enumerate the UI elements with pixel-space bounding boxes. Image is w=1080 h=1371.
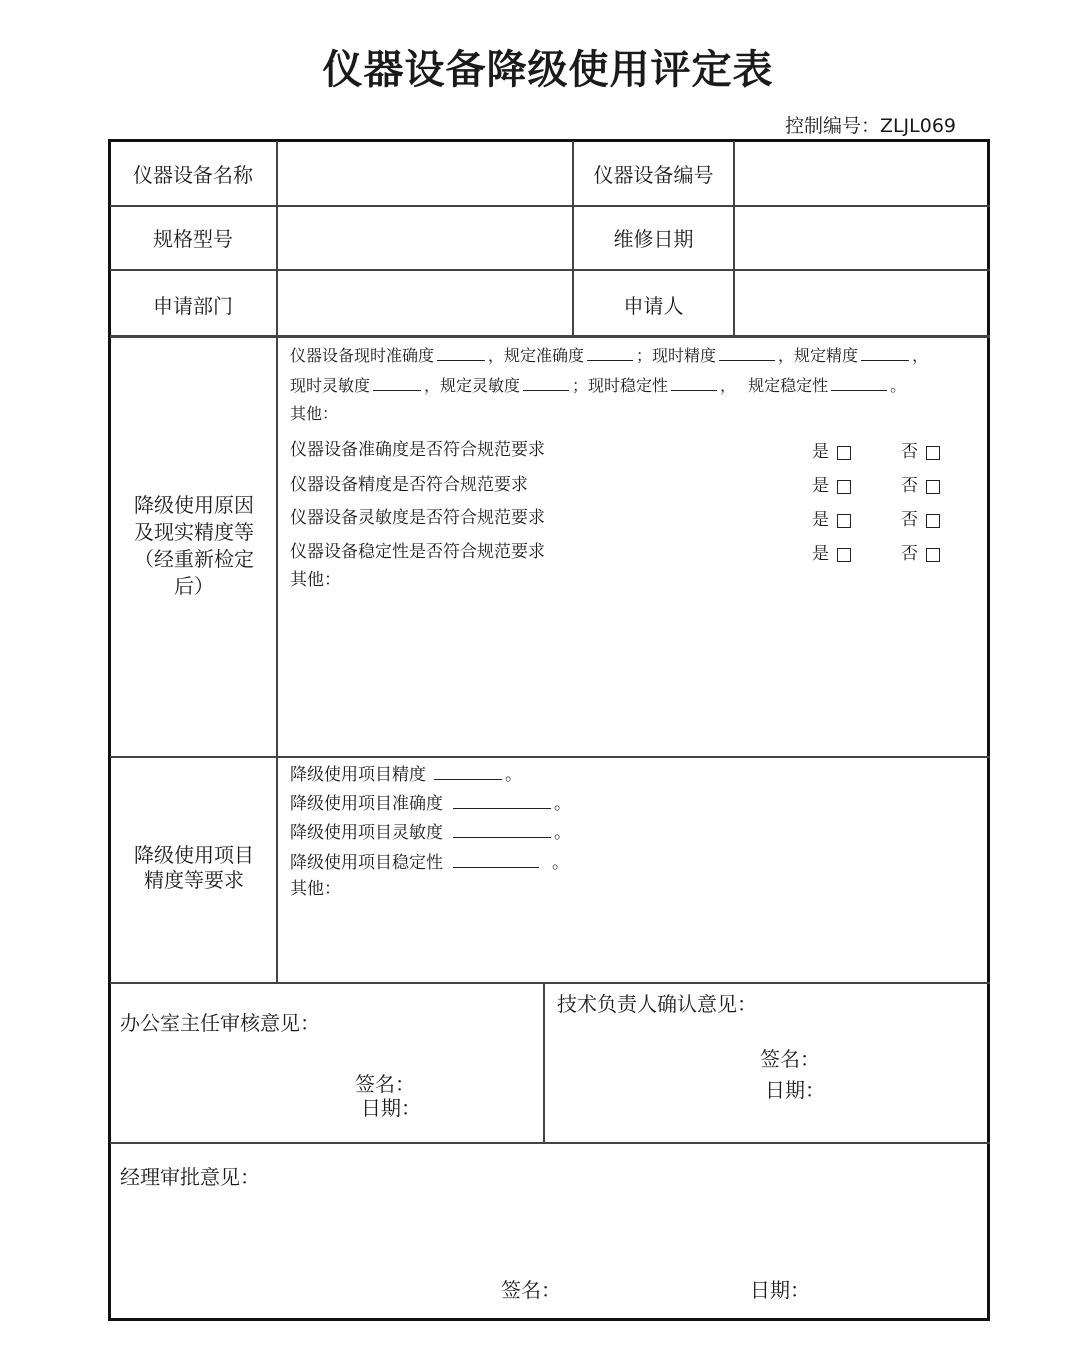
yes-checkbox[interactable] — [837, 548, 851, 562]
current-precision-blank[interactable] — [719, 345, 775, 361]
question-accuracy: 仪器设备准确度是否符合规范要求 — [290, 440, 545, 460]
reason-label-line: 降级使用原因 — [134, 493, 254, 517]
requirement-label — [112, 843, 276, 893]
label-applicant: 申请人 — [623, 294, 684, 318]
req-stability-blank[interactable] — [453, 852, 539, 868]
no-option[interactable] — [901, 437, 940, 462]
manager-approval-label: 经理审批意见： — [120, 1165, 260, 1189]
no-checkbox[interactable] — [926, 514, 940, 528]
requirement-label-line: 降级使用项目 — [134, 843, 254, 867]
tech-sign-label: 签名： — [760, 1047, 820, 1071]
divider — [110, 756, 990, 758]
period: 。 — [552, 853, 569, 873]
divider — [110, 982, 990, 984]
req-accuracy-line — [290, 789, 571, 814]
yes-option[interactable] — [812, 437, 851, 462]
divider — [110, 335, 990, 338]
yes-option[interactable] — [812, 539, 851, 564]
spec-precision-blank[interactable] — [861, 345, 909, 361]
divider — [110, 1142, 990, 1144]
yes-option[interactable] — [812, 471, 851, 496]
current-stability-label: ；现时稳定性 — [572, 376, 669, 395]
tech-confirm-label: 技术负责人确认意见： — [557, 992, 757, 1016]
office-sign-label: 签名： — [355, 1072, 415, 1096]
yes-checkbox[interactable] — [837, 514, 851, 528]
label-model: 规格型号 — [153, 227, 233, 251]
req-stability-label: 降级使用项目稳定性 — [290, 853, 443, 873]
manager-sign-label: 签名： — [501, 1278, 561, 1302]
other-label: 其他： — [290, 570, 341, 590]
office-date-label: 日期： — [361, 1096, 421, 1120]
accuracy-line — [290, 343, 928, 366]
current-sensitivity-blank[interactable] — [373, 375, 421, 391]
comma: ， — [720, 376, 737, 395]
manager-date-label: 日期： — [750, 1278, 810, 1302]
page-title: 仪器设备降级使用评定表 — [322, 47, 774, 93]
req-accuracy-blank[interactable] — [453, 793, 551, 809]
yes-checkbox[interactable] — [837, 480, 851, 494]
sensitivity-line — [290, 373, 906, 396]
divider — [733, 141, 735, 336]
yes-option[interactable] — [812, 505, 851, 530]
period: 。 — [505, 765, 522, 785]
tech-date-label: 日期： — [765, 1078, 825, 1102]
current-accuracy-label: 仪器设备现时准确度 — [290, 346, 435, 365]
yes-label: 是 — [812, 442, 829, 462]
no-label: 否 — [901, 510, 918, 530]
label-department: 申请部门 — [153, 294, 233, 318]
no-checkbox[interactable] — [926, 480, 940, 494]
spec-sensitivity-label: ，规定灵敏度 — [424, 376, 521, 395]
other-label: 其他： — [290, 404, 339, 423]
label-equipment-no: 仪器设备编号 — [593, 163, 714, 187]
no-option[interactable] — [901, 471, 940, 496]
current-precision-label: ；现时精度 — [636, 346, 717, 365]
spec-sensitivity-blank[interactable] — [523, 375, 569, 391]
divider — [110, 269, 990, 271]
no-checkbox[interactable] — [926, 548, 940, 562]
reason-label-line: （经重新检定 — [134, 547, 254, 571]
reason-label-line: 及现实精度等 — [134, 520, 254, 544]
period: 。 — [554, 794, 571, 814]
question-sensitivity: 仪器设备灵敏度是否符合规范要求 — [290, 508, 545, 528]
period: 。 — [554, 823, 571, 843]
yes-label: 是 — [812, 510, 829, 530]
no-option[interactable] — [901, 505, 940, 530]
spec-precision-label: ，规定精度 — [778, 346, 859, 365]
no-option[interactable] — [901, 539, 940, 564]
reason-label — [112, 492, 276, 600]
spec-accuracy-blank[interactable] — [587, 345, 633, 361]
yes-checkbox[interactable] — [837, 446, 851, 460]
current-stability-blank[interactable] — [671, 375, 717, 391]
yes-label: 是 — [812, 476, 829, 496]
office-review-label: 办公室主任审核意见： — [120, 1011, 320, 1035]
current-accuracy-blank[interactable] — [437, 345, 485, 361]
req-sensitivity-line — [290, 818, 571, 843]
spec-accuracy-label: ，规定准确度 — [488, 346, 585, 365]
question-stability: 仪器设备稳定性是否符合规范要求 — [290, 542, 545, 562]
req-sensitivity-blank[interactable] — [453, 822, 551, 838]
no-checkbox[interactable] — [926, 446, 940, 460]
reason-label-line: 后） — [174, 574, 214, 598]
req-precision-blank[interactable] — [434, 764, 502, 780]
current-sensitivity-label: 现时灵敏度 — [290, 376, 371, 395]
req-precision-line — [290, 760, 522, 785]
period: 。 — [890, 376, 907, 395]
divider — [276, 141, 278, 983]
control-number: 控制编号：ZLJL069 — [784, 115, 956, 137]
requirement-label-line: 精度等要求 — [144, 868, 244, 892]
question-precision: 仪器设备精度是否符合规范要求 — [290, 475, 528, 495]
comma: ， — [912, 346, 929, 365]
label-repair-date: 维修日期 — [613, 227, 694, 251]
divider — [110, 205, 990, 207]
req-accuracy-label: 降级使用项目准确度 — [290, 794, 443, 814]
req-stability-line — [290, 848, 569, 873]
no-label: 否 — [901, 544, 918, 564]
no-label: 否 — [901, 442, 918, 462]
req-precision-label: 降级使用项目精度 — [290, 765, 426, 785]
no-label: 否 — [901, 476, 918, 496]
req-sensitivity-label: 降级使用项目灵敏度 — [290, 823, 443, 843]
yes-label: 是 — [812, 544, 829, 564]
other-label: 其他： — [290, 879, 341, 899]
label-equipment-name: 仪器设备名称 — [133, 163, 253, 187]
spec-stability-label: 规定稳定性 — [748, 376, 829, 395]
spec-stability-blank[interactable] — [831, 375, 887, 391]
divider — [543, 983, 545, 1143]
